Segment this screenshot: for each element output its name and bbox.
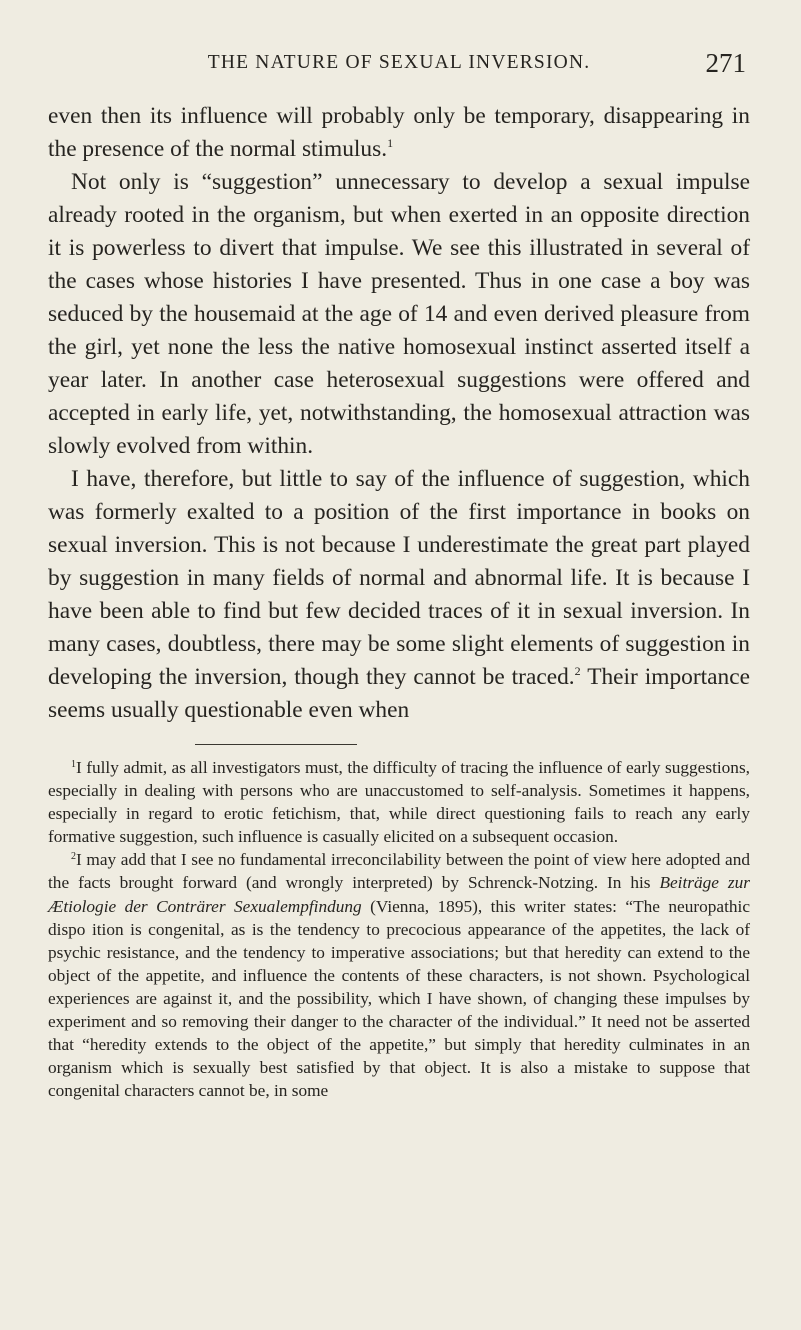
footnote-1-marker: 1: [71, 759, 76, 770]
paragraph-1-text: even then its influence will probably only be temporary, disappearing in the presence of the normal stimulus.: [48, 103, 750, 162]
footnote-ref-2: 2: [574, 664, 581, 678]
footnote-ref-1: 1: [387, 136, 394, 150]
footnote-2-text-b: (Vienna, 1895), this writer states: “The neuropathic dispo ition is congenital, as is the tendency to precocious appearance of the appetites, the lack of psychic resistance, and the tendency to imperative associations; but that heredity can extend to the object of the appetite, and influence the contents of these characters, is not shown. Psychological experiences are against it, and the possibility, which I have shown, of changing these impulses by experiment and so removing their danger to the character of the individual.” It need not be asserted that “heredity extends to the object of the appetite,” but simply that heredity culminates in an organism which is sexually best satisfied by that object. It is also a mistake to suppose that congenital characters cannot be, in some: [48, 896, 750, 1101]
paragraph-1: [48, 100, 750, 166]
footnotes: [48, 756, 750, 1102]
body-text: [48, 100, 750, 727]
footnote-divider: [195, 744, 357, 746]
paragraph-3-text-a: I have, therefore, but little to say of the influence of suggestion, which was formerly exalted to a position of the first importance in books on sexual inversion. This is not because I underestimate the great part played by suggestion in many fields of normal and abnormal life. It is because I have been able to find but few decided traces of it in sexual inversion. In many cases, doubtless, there may be some slight elements of suggestion in developing the inversion, though they cannot be traced.: [48, 466, 750, 690]
paragraph-2: Not only is “suggestion” unnecessary to develop a sexual impulse already rooted in the organism, but when exerted in an opposite direction it is powerless to divert that impulse. We see this illustrated in several of the cases whose histories I have presented. Thus in one case a boy was seduced by the housemaid at the age of 14 and even derived pleasure from the girl, yet none the less the native homosexual instinct asserted itself a year later. In another case heterosexual suggestions were offered and accepted in early life, yet, notwithstanding, the homosexual attraction was slowly evolved from within.: [48, 169, 750, 459]
footnote-2-marker: 2: [71, 851, 76, 863]
footnote-1-text: I fully admit, as all investigators must, the difficulty of tracing the influence of early suggestions, especially in dealing with persons who are unaccustomed to self-analysis. Sometimes it happens, especially in regard to erotic fetichism, that, while direct questioning fails to reach any early formative suggestion, such influence is casually elicited on a subsequent occasion.: [48, 758, 750, 847]
book-page: [48, 48, 750, 1102]
running-title: THE NATURE OF SEXUAL INVERSION.: [207, 52, 591, 73]
footnote-2: [48, 848, 750, 1102]
cited-work-title: Beiträge zur Ætiologie der Conträrer Sexualempfindung: [48, 873, 751, 916]
paragraph-3: [48, 463, 750, 727]
paragraph-3-text-b: Their importance seems usually questionable even when: [48, 664, 751, 723]
footnote-1: [48, 756, 750, 848]
page-number: 271: [705, 48, 746, 78]
running-header: [48, 48, 750, 100]
footnote-2-text-a: I may add that I see no fundamental irreconcilability between the point of view here adopted and the facts brought forward (and wrongly interpreted) by Schrenck-Notzing. In his: [48, 850, 750, 893]
